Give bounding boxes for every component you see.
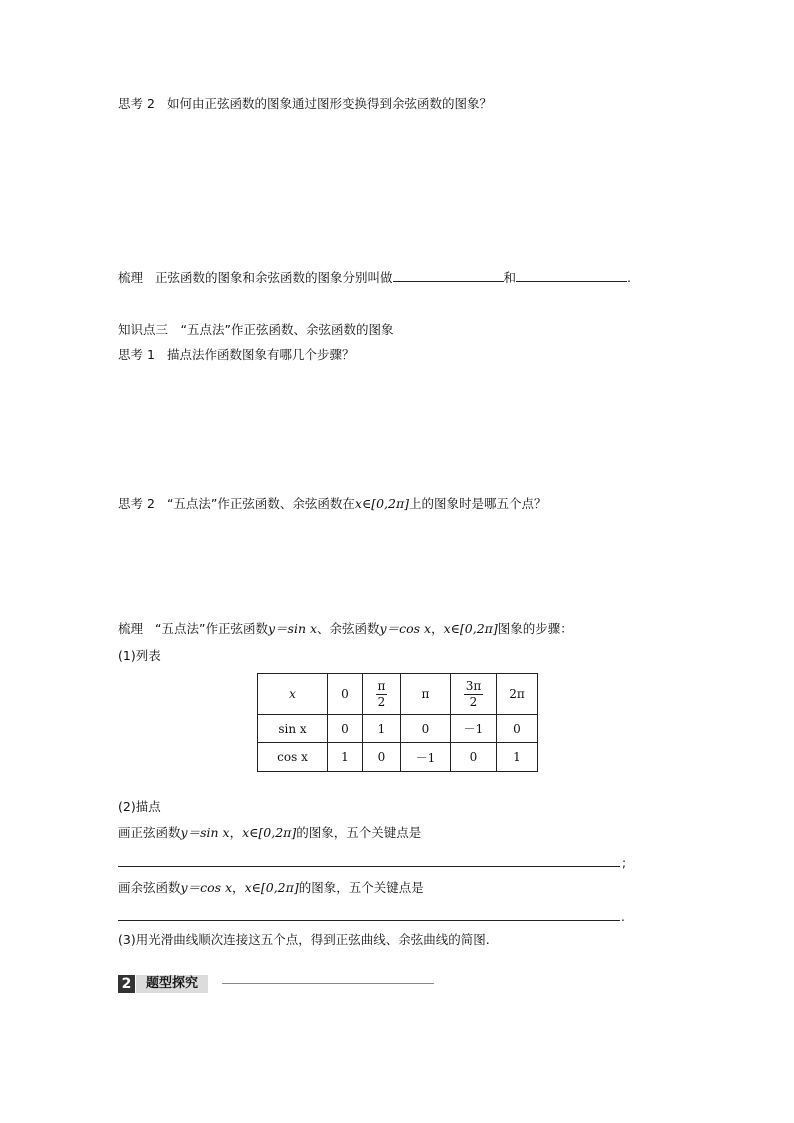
table-header-cell: 2π xyxy=(497,674,538,715)
table-cell: －1 xyxy=(401,743,451,772)
step-2-plot-label: (2)描点 xyxy=(118,799,161,814)
table-header-cell xyxy=(363,674,401,715)
fill-blank-sin-points[interactable] xyxy=(118,866,620,867)
knowledge-point-3-title: 知识点三 “五点法”作正弦函数、余弦函数的图象 xyxy=(118,322,394,337)
sin-key-points-prompt: 画正弦函数y＝sin x，x∈[0,2π]的图象，五个关键点是 xyxy=(118,825,422,840)
table-cell: －1 xyxy=(451,715,497,743)
table-row-label: sin x xyxy=(258,715,328,743)
section-title: 题型探究 xyxy=(136,975,208,993)
sin-points-end-punct: ; xyxy=(622,856,627,870)
step-1-table-label: (1)列表 xyxy=(118,648,161,663)
summary-five-point-steps: 梳理 “五点法”作正弦函数y＝sin x、余弦函数y＝cos x，x∈[0,2π]图象的步骤： xyxy=(118,621,573,636)
table-cell: 1 xyxy=(497,743,538,772)
question-text-a: “五点法”作正弦函数、余弦函数在 xyxy=(166,496,355,511)
table-cell: 1 xyxy=(328,743,363,772)
step-3-connect: (3)用光滑曲线顺次连接这五个点，得到正弦曲线、余弦曲线的简图. xyxy=(118,932,490,947)
fraction-pi-over-2: $\frac{\pi}{2}$ xyxy=(377,679,386,709)
table-cell: 0 xyxy=(363,743,401,772)
question-label: 思考 1 xyxy=(118,347,155,362)
table-header-cell: 0 xyxy=(328,674,363,715)
question-label: 思考 2 xyxy=(118,96,155,111)
question-math: x∈[0,2π] xyxy=(354,496,410,511)
fraction-3pi-over-2: $\frac{3\pi}{2}$ xyxy=(465,679,482,709)
table-header-cell: x xyxy=(258,674,328,715)
question-text: 如何由正弦函数的图象通过图形变换得到余弦函数的图象？ xyxy=(166,96,492,111)
question-think1 xyxy=(118,346,354,364)
table-header-cell: π xyxy=(401,674,451,715)
summary-label: 梳理 xyxy=(118,270,144,285)
summary-end: . xyxy=(627,270,632,285)
value-table xyxy=(257,673,538,772)
question-text: 描点法作函数图象有哪几个步骤？ xyxy=(166,347,355,362)
table-row-sin xyxy=(258,715,538,743)
summary-and: 和 xyxy=(503,270,517,285)
question-think2 xyxy=(118,495,547,513)
section-divider xyxy=(222,983,434,984)
cos-key-points-prompt: 画余弦函数y＝cos x，x∈[0,2π]的图象，五个关键点是 xyxy=(118,880,424,895)
table-cell: 0 xyxy=(451,743,497,772)
table-cell: 0 xyxy=(401,715,451,743)
fill-blank-cos-points[interactable] xyxy=(118,920,620,921)
table-row-cos xyxy=(258,743,538,772)
question-text-b: 上的图象时是哪五个点？ xyxy=(409,496,547,511)
table-header-row xyxy=(258,674,538,715)
table-cell: 0 xyxy=(497,715,538,743)
question-think2-top xyxy=(118,95,492,113)
section-number-badge: 2 xyxy=(118,975,135,993)
summary-graph-names xyxy=(118,269,631,287)
summary-label: 梳理 xyxy=(118,621,144,636)
fill-blank-sine-curve[interactable] xyxy=(393,269,504,282)
fill-blank-cosine-curve[interactable] xyxy=(516,269,627,282)
table-row-label: cos x xyxy=(258,743,328,772)
cos-points-end-punct: . xyxy=(621,910,625,924)
table-cell: 1 xyxy=(363,715,401,743)
summary-text: 正弦函数的图象和余弦函数的图象分别叫做 xyxy=(155,270,393,285)
table-header-cell xyxy=(451,674,497,715)
table-cell: 0 xyxy=(328,715,363,743)
question-label: 思考 2 xyxy=(118,496,155,511)
